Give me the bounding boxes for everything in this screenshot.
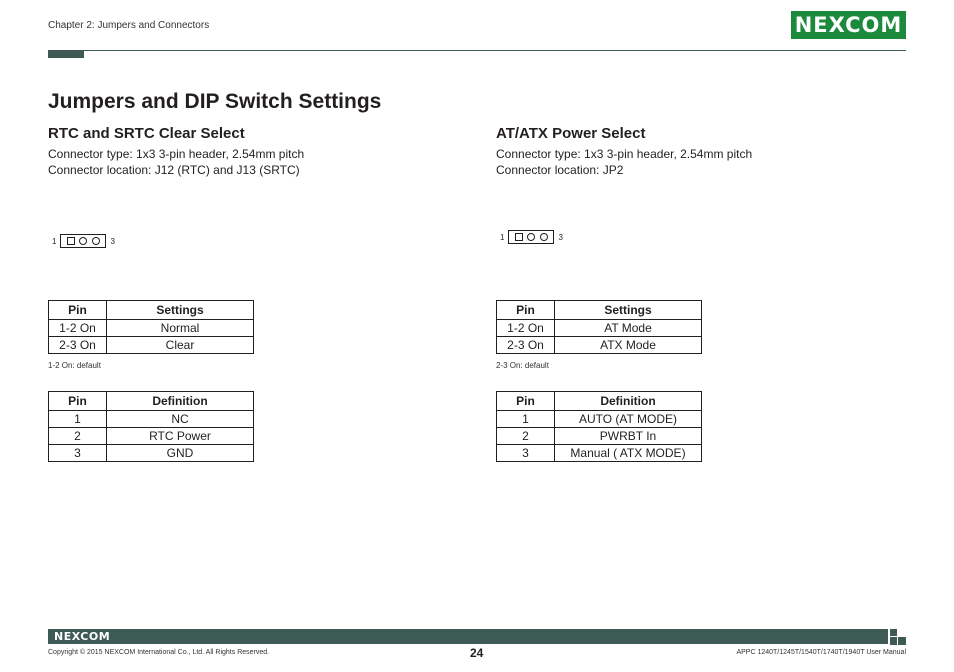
pin-end-label: 3 (558, 232, 563, 242)
atx-definition-table (496, 391, 702, 462)
table-header: Definition (107, 392, 254, 411)
footer-square-icon (890, 637, 897, 645)
rtc-connector-location: Connector location: J12 (RTC) and J13 (SRTC) (48, 163, 300, 177)
table-header-row (497, 301, 702, 320)
table-cell: AT Mode (555, 320, 702, 337)
table-header: Settings (555, 301, 702, 320)
header-rule (48, 50, 906, 51)
table-header-row (49, 301, 254, 320)
rtc-connector-type: Connector type: 1x3 3-pin header, 2.54mm pitch (48, 147, 305, 161)
copyright: Copyright © 2015 NEXCOM International Co., Ltd. All Rights Reserved. (48, 649, 270, 656)
nexcom-logo: NEXCOM (791, 11, 906, 39)
table-cell: Clear (107, 337, 254, 354)
table-cell: 3 (49, 445, 107, 462)
table-cell: ATX Mode (555, 337, 702, 354)
footer-logo: NEXCOM (54, 630, 111, 643)
table-cell: 2 (497, 428, 555, 445)
rtc-definition-table (48, 391, 254, 462)
table-row (497, 411, 702, 428)
pin-1-square (67, 237, 75, 245)
table-row (49, 445, 254, 462)
atx-default-note: 2-3 On: default (496, 361, 549, 370)
table-row (49, 411, 254, 428)
pin-2-round (527, 233, 535, 241)
table-cell: RTC Power (107, 428, 254, 445)
table-header: Pin (497, 301, 555, 320)
pin-header-box (508, 230, 554, 244)
rtc-section (48, 125, 408, 178)
table-row (49, 337, 254, 354)
rtc-pin-header-diagram (52, 234, 115, 248)
table-cell: 2 (49, 428, 107, 445)
table-row (49, 428, 254, 445)
table-cell: 2-3 On (497, 337, 555, 354)
pin-1-square (515, 233, 523, 241)
header-accent-block (48, 50, 84, 58)
table-header: Definition (555, 392, 702, 411)
table-cell: 1-2 On (497, 320, 555, 337)
table-row (49, 320, 254, 337)
table-cell: 1 (497, 411, 555, 428)
pin-header-box (60, 234, 106, 248)
pin-start-label: 1 (52, 236, 57, 246)
page-title: Jumpers and DIP Switch Settings (48, 90, 382, 113)
table-header-row (49, 392, 254, 411)
table-cell: 2-3 On (49, 337, 107, 354)
pin-start-label: 1 (500, 232, 505, 242)
table-cell: Normal (107, 320, 254, 337)
rtc-default-note: 1-2 On: default (48, 361, 101, 370)
table-header: Pin (49, 301, 107, 320)
rtc-settings-table (48, 300, 254, 354)
atx-section-title: AT/ATX Power Select (496, 125, 646, 142)
table-cell: GND (107, 445, 254, 462)
table-header: Pin (497, 392, 555, 411)
page-number: 24 (470, 646, 484, 660)
table-header-row (497, 392, 702, 411)
table-cell: AUTO (AT MODE) (555, 411, 702, 428)
rtc-section-title: RTC and SRTC Clear Select (48, 125, 245, 142)
pin-3-round (92, 237, 100, 245)
table-cell: NC (107, 411, 254, 428)
footer-square-icon (890, 629, 897, 636)
atx-pin-header-diagram (500, 230, 563, 244)
table-row (497, 337, 702, 354)
atx-connector-location: Connector location: JP2 (496, 163, 624, 177)
table-header: Settings (107, 301, 254, 320)
table-row (497, 445, 702, 462)
manual-title: APPC 1240T/1245T/1540T/1740T/1940T User Manual (736, 649, 906, 656)
table-row (497, 428, 702, 445)
table-cell: 3 (497, 445, 555, 462)
footer-bar (48, 629, 888, 644)
pin-3-round (540, 233, 548, 241)
table-header: Pin (49, 392, 107, 411)
table-row (497, 320, 702, 337)
footer-square-icon (898, 637, 906, 645)
table-cell: 1-2 On (49, 320, 107, 337)
pin-2-round (79, 237, 87, 245)
table-cell: Manual ( ATX MODE) (555, 445, 702, 462)
atx-section (496, 125, 856, 178)
chapter-label: Chapter 2: Jumpers and Connectors (48, 20, 210, 31)
table-cell: 1 (49, 411, 107, 428)
atx-connector-type: Connector type: 1x3 3-pin header, 2.54mm pitch (496, 147, 753, 161)
pin-end-label: 3 (110, 236, 115, 246)
atx-settings-table (496, 300, 702, 354)
table-cell: PWRBT In (555, 428, 702, 445)
